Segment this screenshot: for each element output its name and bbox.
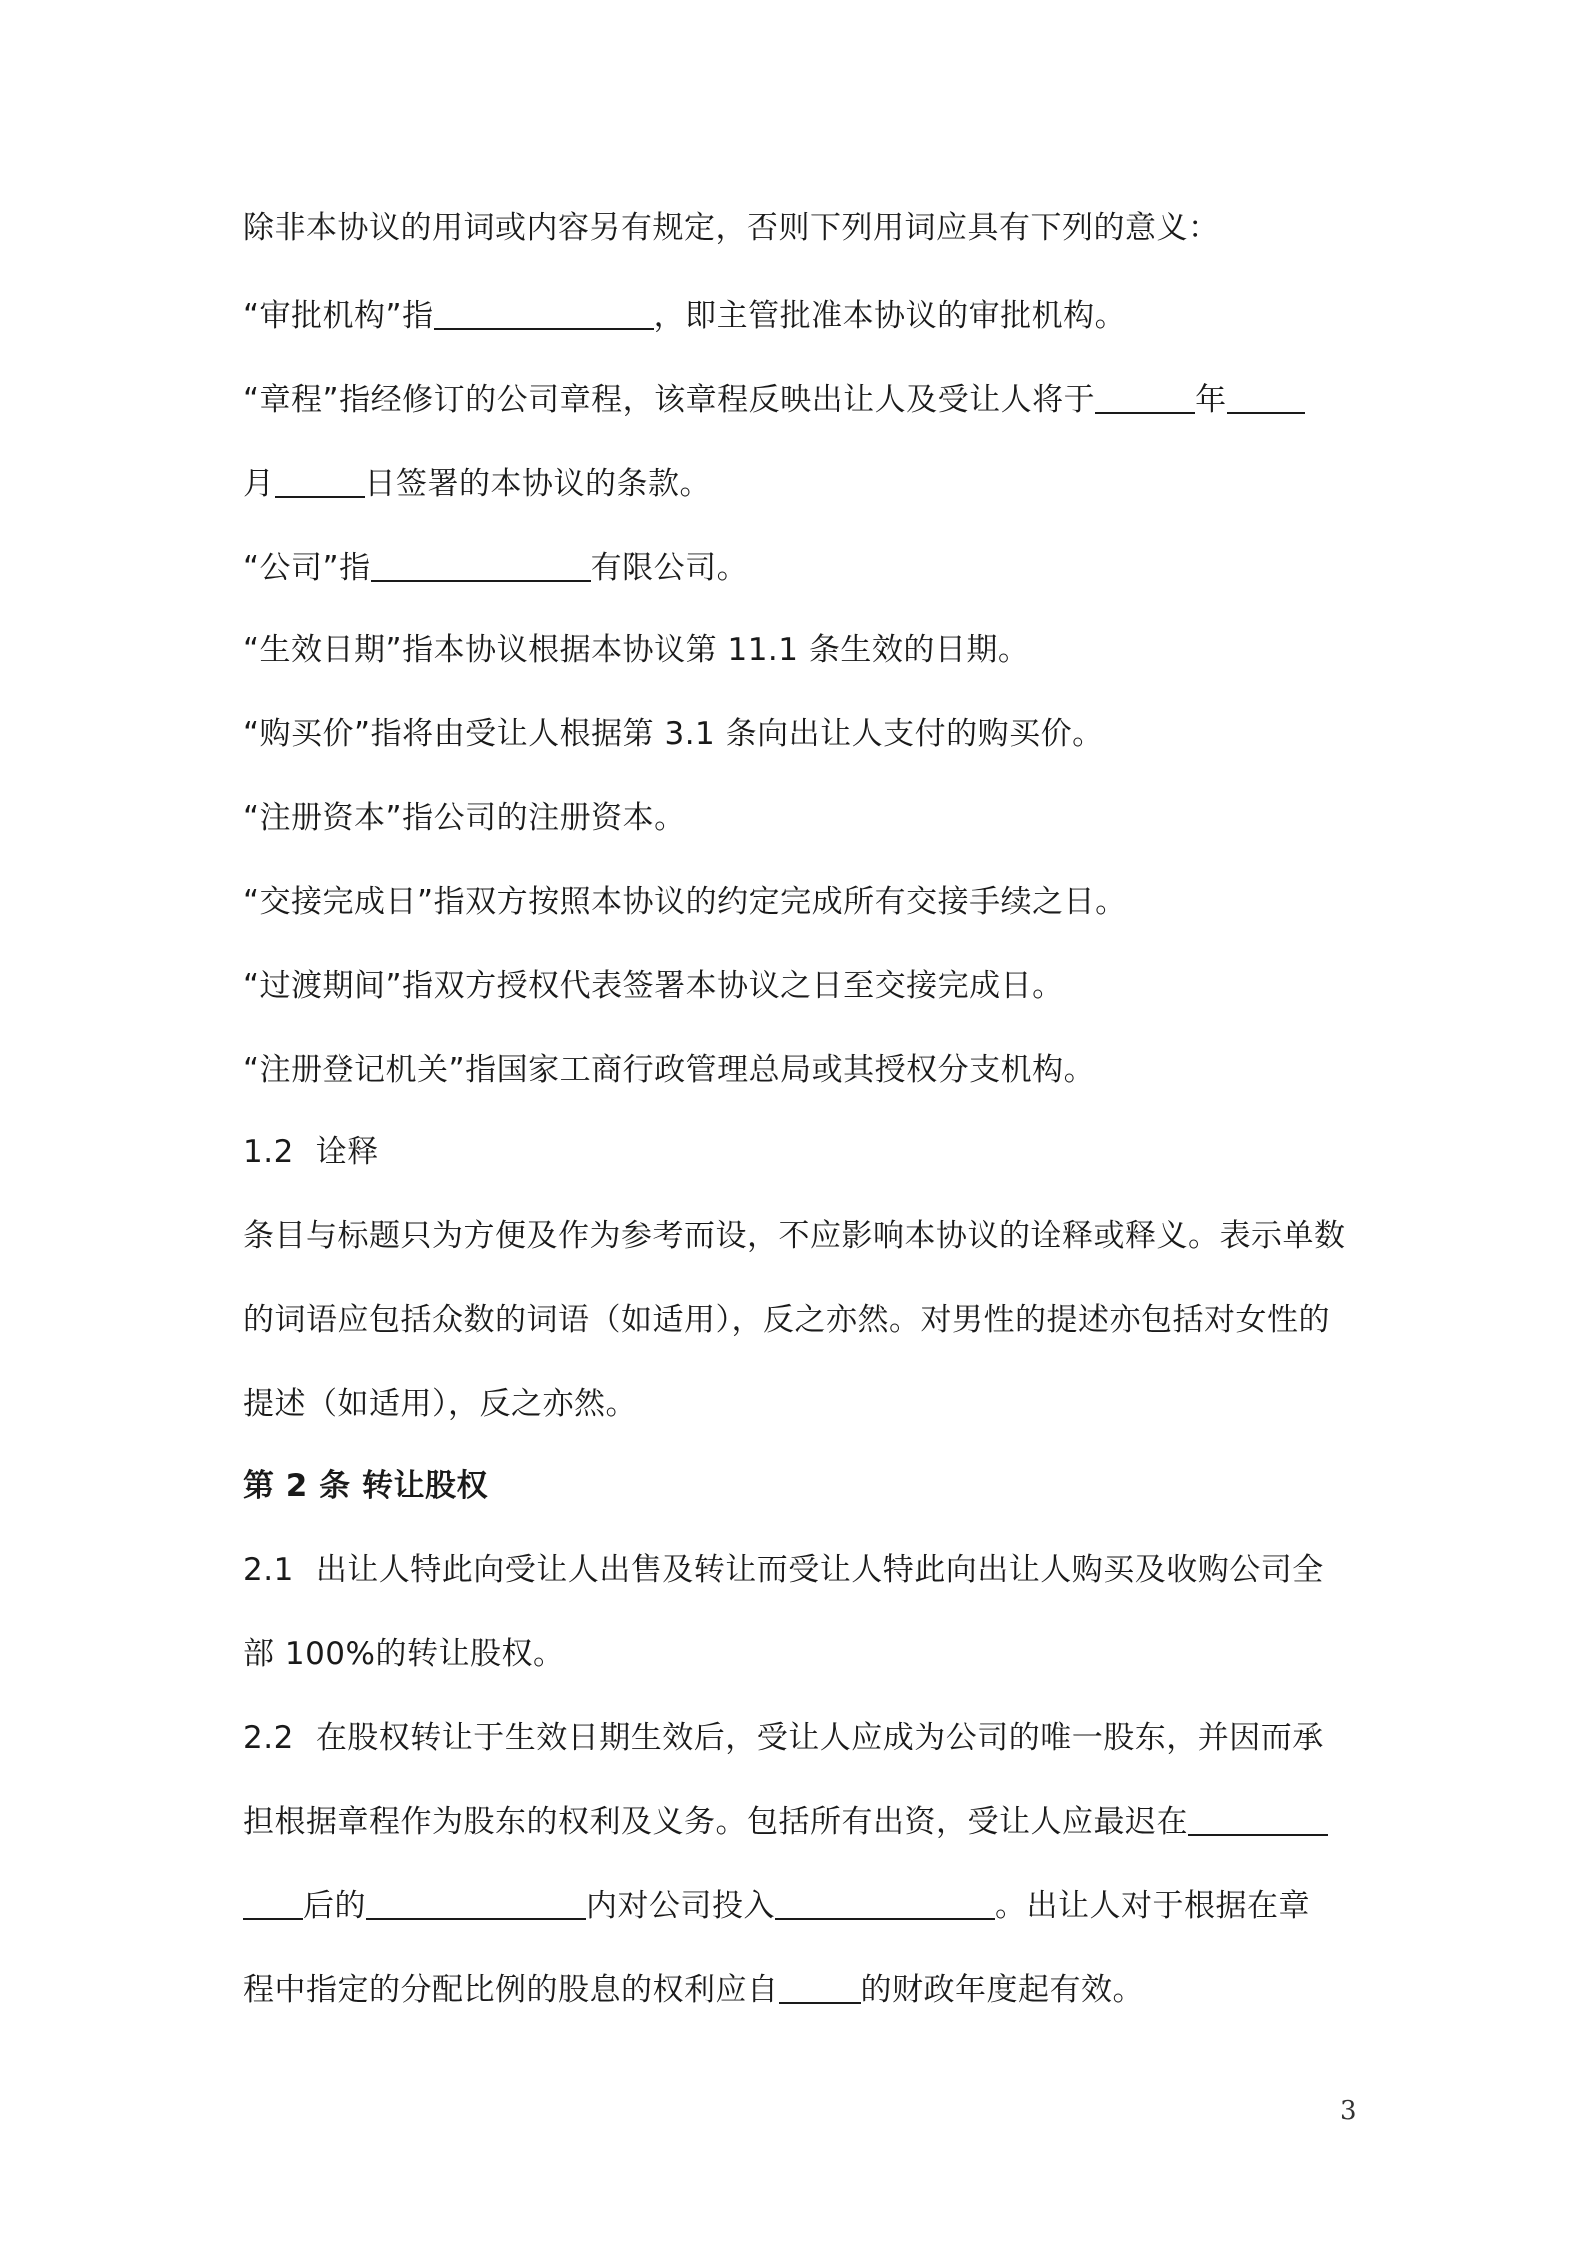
article-2-heading: 第 2 条 转让股权 (243, 1468, 488, 1504)
fill-in-blank (434, 298, 654, 330)
definition-handover-date: “交接完成日”指双方按照本协议的约定完成所有交接手续之日。 (243, 884, 1127, 920)
definition-registration-authority: “注册登记机关”指国家工商行政管理总局或其授权分支机构。 (243, 1052, 1096, 1088)
definition-effective-date: “生效日期”指本协议根据本协议第 11.1 条生效的日期。 (243, 632, 1030, 668)
definition-charter: “章程”指经修订的公司章程，该章程反映出让人及受让人将于 年 (243, 380, 1363, 420)
section-2-2-line-4: 程中指定的分配比例的股息的权利应自 的财政年度起有效。 (243, 1972, 1144, 2008)
definition-approval-authority: “审批机构”指 ，即主管批准本协议的审批机构。 (243, 298, 1127, 334)
section-2-2-line-2: 担根据章程作为股东的权利及义务。包括所有出资，受让人应最迟在 (243, 1802, 1363, 1842)
fill-in-blank-year (1095, 382, 1195, 414)
section-2-1-line-1: 2.1 出让人特此向受让人出售及转让而受让人特此向出让人购买及收购公司全 (243, 1552, 1324, 1588)
fill-in-blank-period (366, 1888, 586, 1920)
definition-registered-capital: “注册资本”指公司的注册资本。 (243, 800, 686, 836)
definition-purchase-price: “购买价”指将由受让人根据第 3.1 条向出让人支付的购买价。 (243, 716, 1104, 752)
section-2-1-line-2: 部 100%的转让股权。 (243, 1636, 565, 1672)
section-1-2-line-3: 提述（如适用），反之亦然。 (243, 1386, 637, 1422)
definition-company: “公司”指 有限公司。 (243, 550, 749, 586)
intro-paragraph: 除非本协议的用词或内容另有规定，否则下列用词应具有下列的意义： (243, 210, 1220, 246)
fill-in-blank-company-name (371, 550, 591, 582)
fill-in-blank (243, 1888, 303, 1920)
fill-in-blank-amount (775, 1888, 995, 1920)
section-1-2-line-1: 条目与标题只为方便及作为参考而设，不应影响本协议的诠释或释义。表示单数 (243, 1218, 1346, 1254)
section-1-2-heading: 1.2 诠释 (243, 1134, 379, 1170)
definition-charter-continued: 月 日签署的本协议的条款。 (243, 466, 711, 502)
section-1-2-line-2: 的词语应包括众数的词语（如适用），反之亦然。对男性的提述亦包括对女性的 (243, 1302, 1330, 1338)
fill-in-blank (1188, 1804, 1328, 1836)
fill-in-blank-day (275, 466, 365, 498)
fill-in-blank-year (779, 1972, 861, 2004)
definition-transition-period: “过渡期间”指双方授权代表签署本协议之日至交接完成日。 (243, 968, 1064, 1004)
section-2-2-line-1: 2.2 在股权转让于生效日期生效后，受让人应成为公司的唯一股东，并因而承 (243, 1720, 1324, 1756)
page-number: 3 (1340, 2096, 1357, 2126)
fill-in-blank (1227, 382, 1305, 414)
section-2-2-line-3: 后的 内对公司投入 。出让人对于根据在章 (243, 1886, 1363, 1926)
